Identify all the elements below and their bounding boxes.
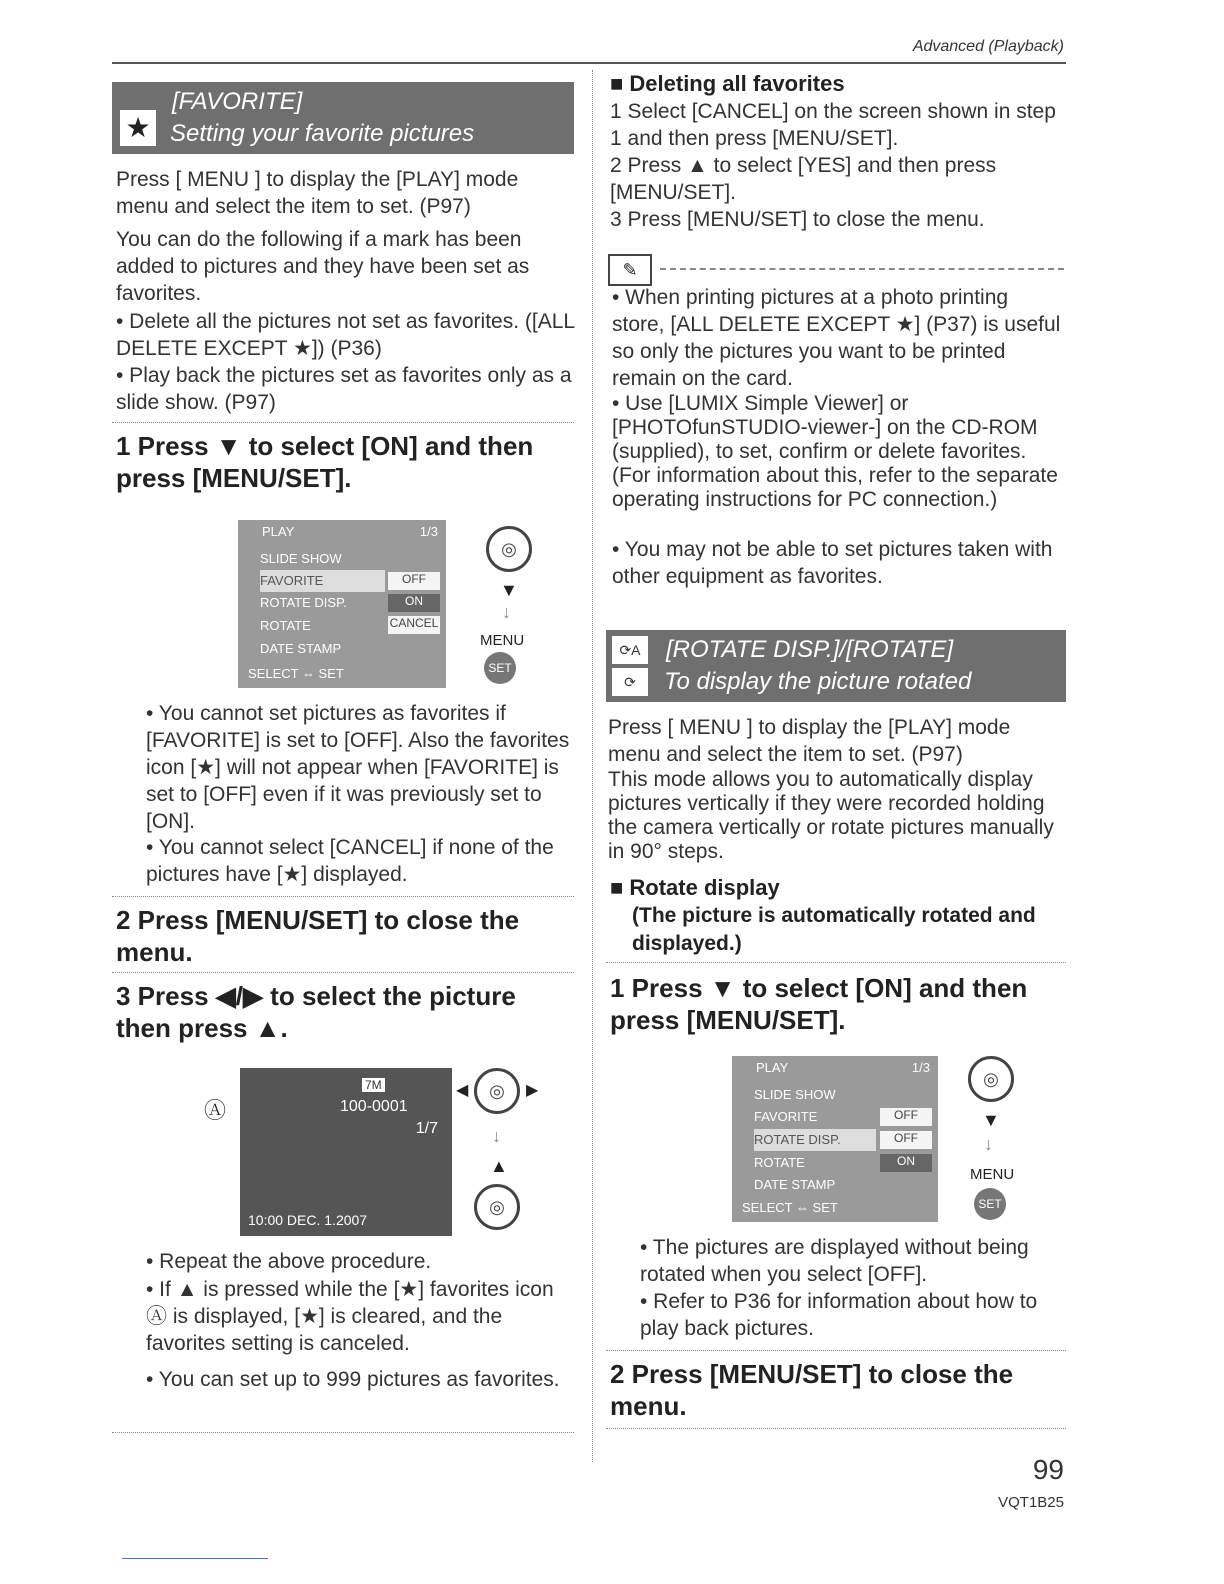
rotate-display-subheading: (The picture is automatically rotated and displayed.) [632, 904, 1036, 955]
step-2-heading: 2 Press [MENU/SET] to close the menu. [116, 905, 520, 967]
favorite-banner [112, 82, 574, 154]
playback-photo [240, 1068, 452, 1236]
list-item: • You can set up to 999 pictures as favorites. [146, 1368, 560, 1391]
lcd-item: ROTATE DISP. [754, 1129, 876, 1151]
step-1-heading: 1 Press ▼ to select [ON] and then press [MENU/SET]. [610, 973, 1028, 1035]
photo-date: 10:00 DEC. 1.2007 [248, 1212, 368, 1228]
cursor-pad-icon: ◎ [474, 1068, 520, 1114]
list-item: • You cannot select [CANCEL] if none of the pictures have [★] displayed. [146, 836, 554, 886]
divider [606, 962, 1066, 963]
arrow-up-icon: ▲ [490, 1156, 508, 1176]
step-3-heading: 3 Press ◀/▶ to select the picture then press ▲. [116, 981, 516, 1043]
lcd-item: FAVORITE [260, 570, 385, 592]
list-item: • When printing pictures at a photo printing store, [ALL DELETE EXCEPT ★] (P37) is useful so only the pictures you want to be printed remain on the card. [612, 286, 1061, 390]
page-number: 99 [1032, 1454, 1064, 1485]
lcd-item: DATE STAMP [260, 641, 342, 656]
picture-count: 1/7 [415, 1120, 438, 1137]
banner-title: [FAVORITE] [172, 88, 303, 115]
cursor-pad-icon: ◎ [968, 1056, 1014, 1102]
note-divider [660, 268, 1064, 270]
cursor-pad-icon: ◎ [474, 1184, 520, 1230]
divider [112, 896, 574, 897]
arrow-down-icon: ▼ [500, 580, 518, 600]
lcd-option: ON [388, 594, 440, 612]
arrow-down-icon: ↓ [502, 602, 511, 622]
rotate-banner [606, 630, 1066, 702]
rotate-icon: ⟳ [612, 668, 648, 696]
lcd-page: 1/3 [911, 1060, 930, 1075]
lcd-item: ROTATE [260, 618, 311, 633]
column-divider [592, 70, 593, 1462]
list-item: • Repeat the above procedure. [146, 1250, 432, 1273]
label-a: Ⓐ [204, 1098, 227, 1123]
list-item: • You may not be able to set pictures taken with other equipment as favorites. [612, 538, 1053, 588]
lcd-title: PLAY [756, 1060, 789, 1075]
lcd-option: ON [880, 1154, 932, 1172]
lcd-title: PLAY [262, 524, 295, 539]
arrow-down-icon: ↓ [984, 1134, 993, 1154]
arrow-down-icon: ▼ [982, 1110, 1000, 1130]
cursor-pad-icon: ◎ [486, 526, 532, 572]
bottom-rule [122, 1558, 268, 1559]
list-item: 2 Press ▲ to select [YES] and then press [MENU/SET]. [610, 154, 997, 204]
lcd-footer: SELECT ⇔ SET [248, 666, 344, 681]
rotate-disp-icon: ⟳A [612, 636, 648, 664]
lcd-item: FAVORITE [754, 1109, 818, 1124]
divider [606, 1428, 1066, 1429]
divider [112, 422, 574, 423]
divider [606, 1350, 1066, 1351]
lcd-option: OFF [880, 1131, 932, 1149]
note-icon: ✎ [608, 254, 652, 286]
intro-text-2: This mode allows you to automatically display pictures vertically if they were recorded holding the camera vertically or rotate pictures manually in 90° steps. [608, 768, 1054, 863]
lcd-item: SLIDE SHOW [754, 1087, 836, 1102]
header-divider [112, 62, 1066, 64]
step-2-heading: 2 Press [MENU/SET] to close the menu. [610, 1359, 1014, 1421]
lcd-option: OFF [880, 1108, 932, 1126]
intro-text-2: You can do the following if a mark has been added to pictures and they have been set as favorites. [116, 228, 530, 305]
divider [112, 1432, 574, 1433]
intro-text: Press [ MENU ] to display the [PLAY] mode menu and select the item to set. (P97) [608, 716, 1011, 766]
list-item: • The pictures are displayed without being rotated when you select [OFF]. [640, 1236, 1029, 1286]
resolution-icon: 7M [362, 1078, 385, 1092]
section-header: Advanced (Playback) [912, 38, 1064, 55]
camera-lcd-menu [238, 520, 446, 688]
document-code: VQT1B25 [998, 1494, 1064, 1511]
menu-label: MENU [480, 632, 525, 649]
list-item: • If ▲ is pressed while the [★] favorites icon Ⓐ is displayed, [★] is cleared, and the favorites setting is canceled. [146, 1278, 554, 1355]
divider [112, 972, 574, 973]
set-button-icon: SET [484, 652, 516, 684]
lcd-item: SLIDE SHOW [260, 551, 342, 566]
list-item: • Refer to P36 for information about how to play back pictures. [640, 1290, 1038, 1340]
lcd-item: DATE STAMP [754, 1177, 836, 1192]
lcd-option: OFF [388, 572, 440, 590]
rotate-display-heading: ■ Rotate display [610, 875, 780, 900]
lcd-option: CANCEL [388, 616, 440, 634]
menu-label: MENU [970, 1166, 1015, 1183]
set-button-icon: SET [974, 1188, 1006, 1220]
list-item: 1 Select [CANCEL] on the screen shown in step 1 and then press [MENU/SET]. [610, 100, 1056, 150]
lcd-item: ROTATE [754, 1155, 805, 1170]
intro-text: Press [ MENU ] to display the [PLAY] mode menu and select the item to set. (P97) [116, 168, 519, 218]
banner-title: [ROTATE DISP.]/[ROTATE] [666, 636, 954, 663]
list-item: • Play back the pictures set as favorites only as a slide show. (P97) [116, 364, 572, 414]
list-item: • Use [LUMIX Simple Viewer] or [PHOTOfunSTUDIO-viewer-] on the CD-ROM (supplied), to set, confirm or delete favorites. (For information about this, refer to the separate operating instructions for PC connection.) [612, 392, 1058, 511]
arrow-down-icon: ↓ [492, 1126, 501, 1146]
lcd-footer: SELECT ⇔ SET [742, 1200, 838, 1215]
banner-subtitle: To display the picture rotated [664, 668, 972, 695]
banner-subtitle: Setting your favorite pictures [170, 120, 475, 147]
list-item: • Delete all the pictures not set as favorites. ([ALL DELETE EXCEPT ★]) (P36) [116, 310, 575, 360]
list-item: • You cannot set pictures as favorites if [FAVORITE] is set to [OFF]. Also the favorites icon [★] will not appear when [FAVORITE] is set to [OFF] even if it was previously set to [ON]. [146, 702, 570, 833]
step-1-heading: 1 Press ▼ to select [ON] and then press [MENU/SET]. [116, 431, 534, 493]
lcd-page: 1/3 [419, 524, 438, 539]
list-item: 3 Press [MENU/SET] to close the menu. [610, 208, 985, 231]
arrow-left-icon: ◀ [456, 1082, 469, 1099]
deleting-heading: ■ Deleting all favorites [610, 71, 845, 96]
file-number: 100-0001 [340, 1098, 408, 1115]
star-icon: ★ [120, 110, 156, 146]
arrow-right-icon: ▶ [526, 1082, 539, 1099]
camera-lcd-menu [732, 1056, 938, 1222]
lcd-item: ROTATE DISP. [260, 595, 347, 610]
